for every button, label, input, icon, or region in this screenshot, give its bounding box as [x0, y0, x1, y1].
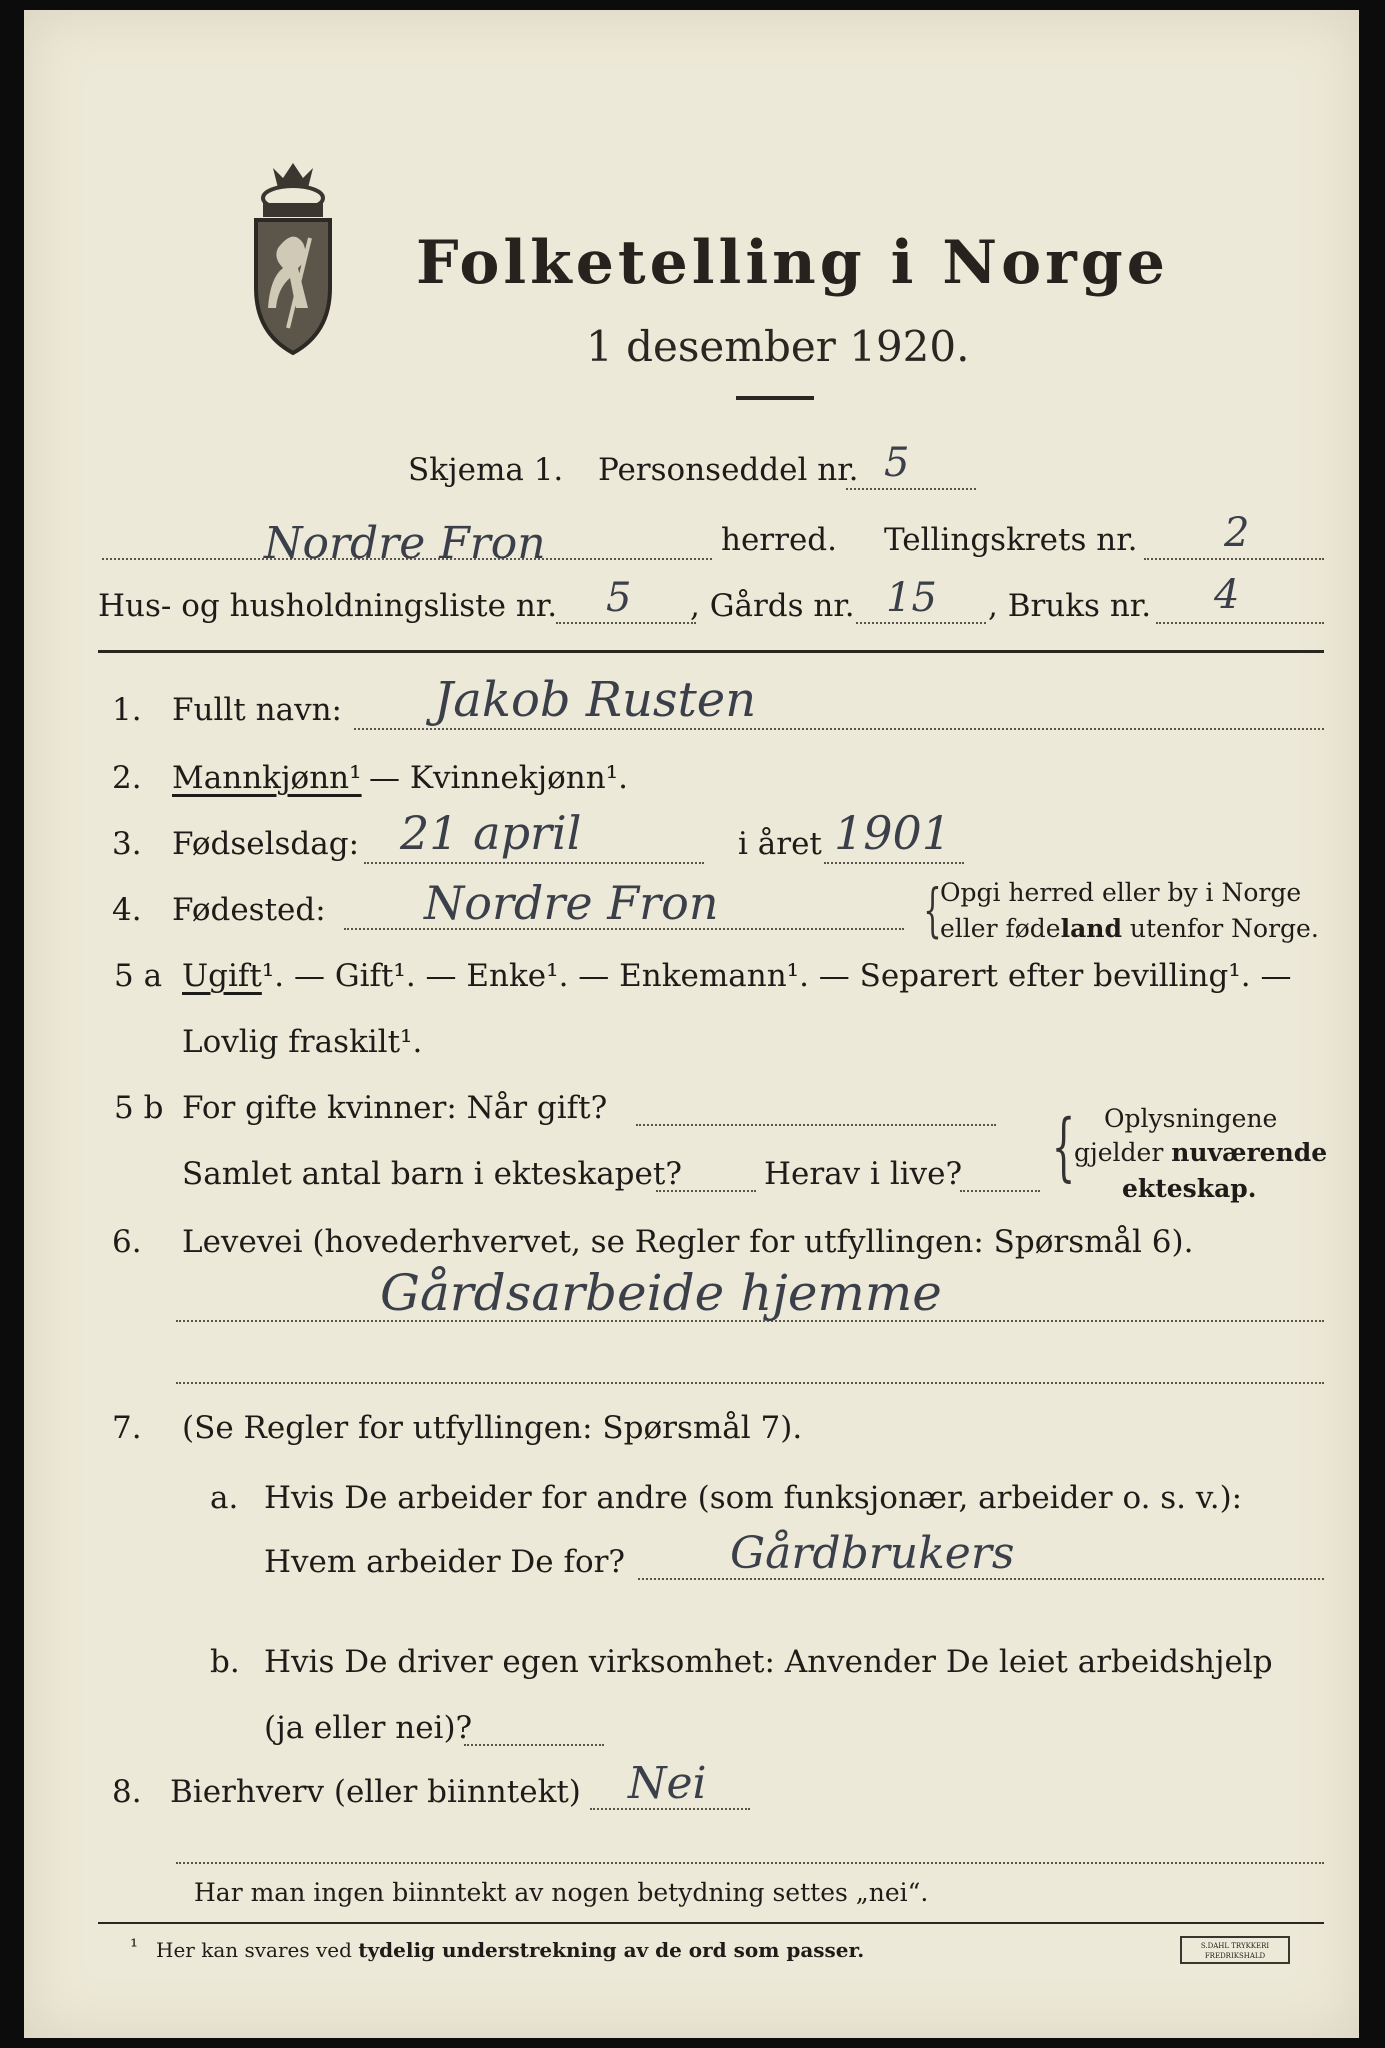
q5a-number: 5 a — [114, 958, 163, 994]
marital-status-options: Ugift¹. — Gift¹. — Enke¹. — Enkemann¹. — Separert efter bevilling¹. — — [182, 958, 1292, 994]
title-divider — [736, 396, 814, 400]
occupation-line-2 — [176, 1382, 1324, 1384]
printer-stamp: S.DAHL TRYKKERI FREDRIKSHALD — [1180, 1936, 1290, 1964]
q7-label: (Se Regler for utfyllingen: Spørsmål 7). — [182, 1410, 803, 1446]
form-title: Folketelling i Norge — [416, 228, 1169, 298]
norway-coat-of-arms-icon — [248, 158, 338, 358]
hired-help-line — [464, 1744, 604, 1746]
footnote-text: Her kan svares ved tydelig understrekning av de ord som passer. — [156, 1938, 865, 1962]
census-date: 1 desember 1920. — [586, 322, 970, 371]
q3-number: 3. — [112, 826, 142, 862]
bruks-label: , Bruks nr. — [988, 588, 1152, 624]
male-option: Mannkjønn¹ — [172, 760, 362, 796]
q1-line — [354, 728, 1324, 730]
q7-number: 7. — [112, 1410, 142, 1446]
q7a-line2: Hvem arbeider De for? — [264, 1544, 626, 1580]
alive-line — [960, 1190, 1040, 1192]
married-when-line — [636, 1124, 996, 1126]
gards-value: 15 — [886, 575, 937, 621]
footnote-rule — [98, 1922, 1324, 1924]
q4-note-line1: Opgi herred eller by i Norge — [940, 878, 1302, 907]
personseddel-line — [846, 488, 976, 490]
q5b-note1: Oplysningene — [1104, 1104, 1278, 1133]
q4-brace: { — [923, 876, 942, 944]
side-income-line-2 — [176, 1862, 1324, 1864]
q6-label: Levevei (hovederhvervet, se Regler for utfyllingen: Spørsmål 6). — [182, 1224, 1194, 1260]
employer-value: Gårdbrukers — [730, 1528, 1015, 1579]
q8-label: Bierhverv (eller biinntekt) — [170, 1774, 581, 1810]
q5b-brace: { — [1051, 1104, 1076, 1190]
tellingskrets-label: Tellingskrets nr. — [884, 522, 1138, 558]
personseddel-label: Personseddel nr. — [598, 452, 859, 488]
skjema-label: Skjema 1. — [408, 452, 564, 488]
census-form — [24, 10, 1359, 2038]
lovlig-fraskilt-option: Lovlig fraskilt¹. — [182, 1024, 423, 1060]
gards-label: , Gårds nr. — [690, 588, 855, 624]
side-income-value: Nei — [628, 1758, 707, 1809]
year-label: i året — [738, 826, 822, 862]
q5b-number: 5 b — [114, 1090, 164, 1126]
tellingskrets-line — [1144, 558, 1324, 560]
q1-number: 1. — [112, 692, 142, 728]
bruks-value: 4 — [1214, 572, 1240, 618]
personseddel-value: 5 — [884, 440, 910, 486]
header-rule — [98, 650, 1324, 653]
birthdate-line — [364, 862, 704, 864]
husholdning-label: Hus- og husholdningsliste nr. — [98, 588, 558, 624]
q6-number: 6. — [112, 1224, 142, 1260]
ugift-option: Ugift — [182, 958, 262, 994]
q5b-note3: ekteskap. — [1122, 1174, 1257, 1203]
q4-label: Fødested: — [172, 892, 326, 928]
tellingskrets-value: 2 — [1224, 510, 1250, 556]
female-option: — Kvinnekjønn¹. — [369, 760, 628, 796]
bruks-line — [1156, 622, 1324, 624]
birthplace-value: Nordre Fron — [424, 876, 719, 930]
q3-label: Fødselsdag: — [172, 826, 360, 862]
birthdate-value: 21 april — [400, 806, 582, 860]
herred-label: herred. — [721, 522, 837, 558]
q7a-line1: Hvis De arbeider for andre (som funksjonær, arbeider o. s. v.): — [264, 1480, 1243, 1516]
q5b-children-label: Samlet antal barn i ekteskapet? — [182, 1156, 682, 1192]
q1-label: Fullt navn: — [172, 692, 342, 728]
herred-value: Nordre Fron — [264, 518, 546, 569]
footnote-mark: ¹ — [130, 1934, 139, 1958]
q5b-line1: For gifte kvinner: Når gift? — [182, 1090, 608, 1126]
q8-note: Har man ingen biinntekt av nogen betydning settes „nei“. — [194, 1878, 929, 1907]
q4-note-line2: eller fødeland utenfor Norge. — [940, 914, 1319, 943]
occupation-value: Gårdsarbeide hjemme — [380, 1264, 942, 1322]
husholdning-value: 5 — [606, 575, 632, 621]
q5b-alive-label: Herav i live? — [764, 1156, 963, 1192]
q7b-line1: Hvis De driver egen virksomhet: Anvender De leiet arbeidshjelp — [264, 1644, 1273, 1680]
q8-number: 8. — [112, 1774, 142, 1810]
q4-number: 4. — [112, 892, 142, 928]
gards-line — [856, 622, 986, 624]
q5b-note2: gjelder nuværende — [1074, 1138, 1328, 1167]
q2-number: 2. — [112, 760, 142, 796]
year-line — [824, 862, 964, 864]
q7a-letter: a. — [210, 1480, 239, 1516]
full-name-value: Jakob Rusten — [434, 672, 757, 728]
husholdning-line — [556, 622, 696, 624]
birth-year-value: 1901 — [834, 806, 952, 860]
q7b-letter: b. — [210, 1644, 240, 1680]
children-line — [656, 1190, 756, 1192]
q7b-line2: (ja eller nei)? — [264, 1710, 473, 1746]
